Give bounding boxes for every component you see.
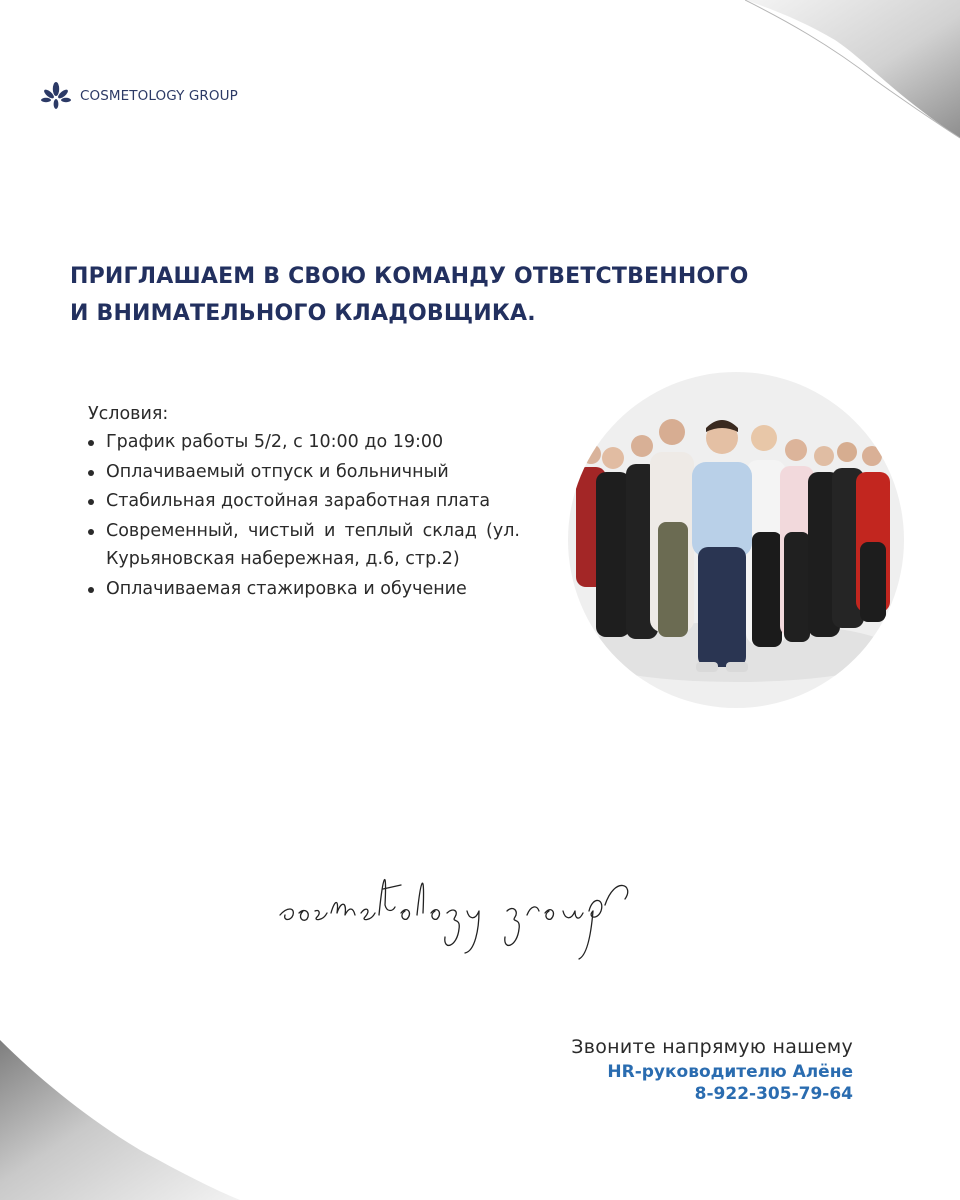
team-photo — [568, 372, 904, 708]
page-curl-bottom-left — [0, 1040, 240, 1200]
list-item: Оплачиваемая стажировка и обучение — [88, 575, 520, 604]
list-item: Стабильная достойная заработная плата — [88, 487, 520, 516]
conditions-section — [88, 400, 520, 604]
brand-logo — [38, 80, 238, 112]
headline-line-1: ПРИГЛАШАЕМ В СВОЮ КОМАНДУ ОТВЕТСТВЕННОГО — [70, 264, 749, 289]
headline-line-2: И ВНИМАТЕЛЬНОГО КЛАДОВЩИКА. — [70, 301, 536, 326]
phone-number[interactable]: 8-922-305-79-64 — [694, 1084, 853, 1104]
brand-name: COSMETOLOGY GROUP — [80, 88, 238, 104]
conditions-title: Условия: — [88, 404, 169, 424]
team-group-photo — [568, 372, 904, 708]
page-curl-top-right — [745, 0, 960, 140]
conditions-list — [88, 428, 520, 603]
brand-signature — [275, 855, 655, 965]
list-item: Оплачиваемый отпуск и больничный — [88, 458, 520, 487]
headline — [70, 258, 850, 332]
list-item: Современный, чистый и теплый склад (ул. Курьяновская набережная, д.6, стр.2) — [88, 517, 520, 574]
contact-person: HR-руководителю Алёне — [607, 1062, 853, 1082]
contact-intro: Звоните напрямую нашему — [571, 1036, 853, 1058]
lotus-flower-icon — [38, 80, 74, 112]
list-item: График работы 5/2, с 10:00 до 19:00 — [88, 428, 520, 457]
contact-block — [571, 1033, 853, 1105]
